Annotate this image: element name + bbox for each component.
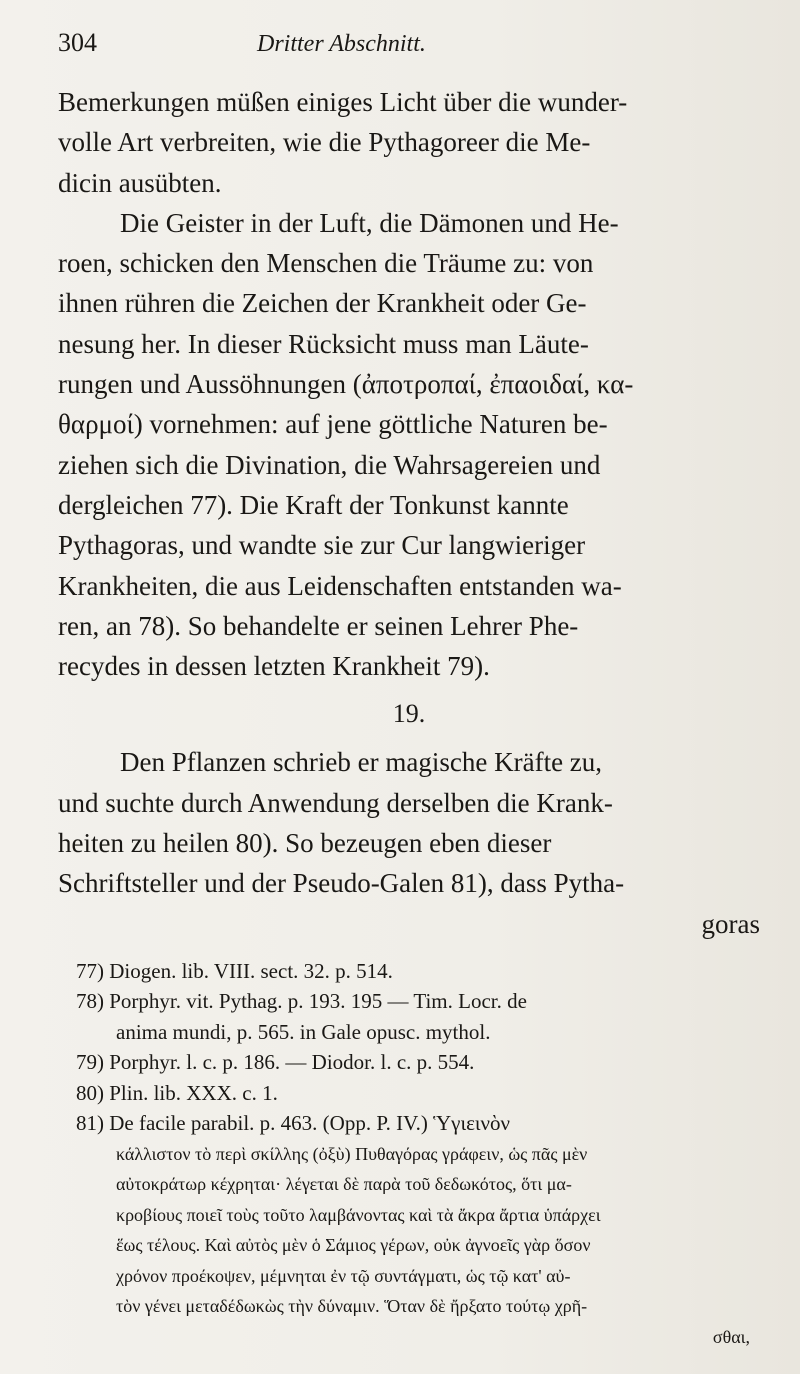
greek-quote-line: ἕως τέλους. Καὶ αὐτὸς μὲν ὁ Σάμιος γέρων, οὐκ ἀγνοεῖς γὰρ ὅσον <box>116 1235 591 1256</box>
main-text <box>58 82 760 944</box>
text-line: ihnen rühren die Zeichen der Krankheit oder Ge- <box>58 288 587 319</box>
text-line: Pythagoras, und wandte sie zur Cur langwieriger <box>58 530 586 561</box>
text-line: nesung her. In dieser Rücksicht muss man Läute- <box>58 328 589 359</box>
greek-quote-line: κάλλιστον τὸ περὶ σκίλλης (ὀξὺ) Πυθαγόρας γράφειν, ὡς πᾶς μὲν <box>116 1143 588 1164</box>
footnote-81: 81) De facile parabil. p. 463. (Opp. P. IV.) Ὑγιεινὸν <box>76 1111 511 1136</box>
catchword: goras <box>701 908 760 939</box>
text-line: volle Art verbreiten, wie die Pythagoreer die Me- <box>58 127 591 158</box>
paragraph-2 <box>58 203 760 687</box>
paragraph-1 <box>58 82 760 203</box>
footnotes <box>58 956 760 1353</box>
text-line: recydes in dessen letzten Krankheit 79). <box>58 651 490 682</box>
footnote-78-cont: anima mundi, p. 565. in Gale opusc. mythol. <box>116 1019 491 1044</box>
paragraph-3 <box>58 742 760 943</box>
section-number: 19. <box>392 699 426 729</box>
greek-quote-line: χρόνον προέκοψεν, μέμνηται ἐν τῷ συντάγματι, ὡς τῷ κατ' αὐ- <box>116 1265 571 1286</box>
footnote-78: 78) Porphyr. vit. Pythag. p. 193. 195 — Tim. Locr. de <box>76 989 527 1014</box>
text-line: rungen und Aussöhnungen (ἀποτροπαί, ἐπαοιδαί, κα- <box>58 369 634 400</box>
text-line: ren, an 78). So behandelte er seinen Lehrer Phe- <box>58 610 579 641</box>
text-line: Schriftsteller und der Pseudo-Galen 81), dass Pytha- <box>58 868 625 899</box>
text-line: dicin ausübten. <box>58 167 222 198</box>
text-line: Die Geister in der Luft, die Dämonen und He- <box>120 207 619 238</box>
text-line: Krankheiten, die aus Leidenschaften entstanden wa- <box>58 570 622 601</box>
greek-quote-line: αὐτοκράτωρ κέχρηται· λέγεται δὲ παρὰ τοῦ δεδωκότος, ὅτι μα- <box>116 1174 572 1195</box>
footnote-77: 77) Diogen. lib. VIII. sect. 32. p. 514. <box>76 958 393 983</box>
page-number: 304 <box>58 28 97 57</box>
text-line: heiten zu heilen 80). So bezeugen eben dieser <box>58 828 552 859</box>
text-line: dergleichen 77). Die Kraft der Tonkunst kannte <box>58 489 569 520</box>
footnote-79: 79) Porphyr. l. c. p. 186. — Diodor. l. c. p. 554. <box>76 1050 475 1075</box>
text-line: roen, schicken den Menschen die Träume zu: von <box>58 248 594 279</box>
page-header <box>58 28 760 82</box>
greek-quote-line: κροβίους ποιεῖ τοὺς τοῦτο λαμβάνοντας καὶ τὰ ἄκρα ἄρτια ὑπάρχει <box>116 1204 601 1225</box>
footnote-80: 80) Plin. lib. XXX. c. 1. <box>76 1080 278 1105</box>
text-line: Den Pflanzen schrieb er magische Kräfte zu, <box>120 747 603 778</box>
greek-quote-line: σθαι, <box>712 1326 750 1347</box>
text-line: θαρμοί) vornehmen: auf jene göttliche Naturen be- <box>58 409 608 440</box>
text-line: ziehen sich die Divination, die Wahrsagereien und <box>58 449 601 480</box>
running-head: Dritter Abschnitt. <box>257 31 426 57</box>
text-line: und suchte durch Anwendung derselben die Krank- <box>58 787 613 818</box>
text-line: Bemerkungen müßen einiges Licht über die wunder- <box>58 87 628 117</box>
greek-quote-line: τὸν γένει μεταδέδωκὼς τὴν δύναμιν. Ὅταν δὲ ἤρξατο τούτῳ χρῆ- <box>116 1296 588 1317</box>
